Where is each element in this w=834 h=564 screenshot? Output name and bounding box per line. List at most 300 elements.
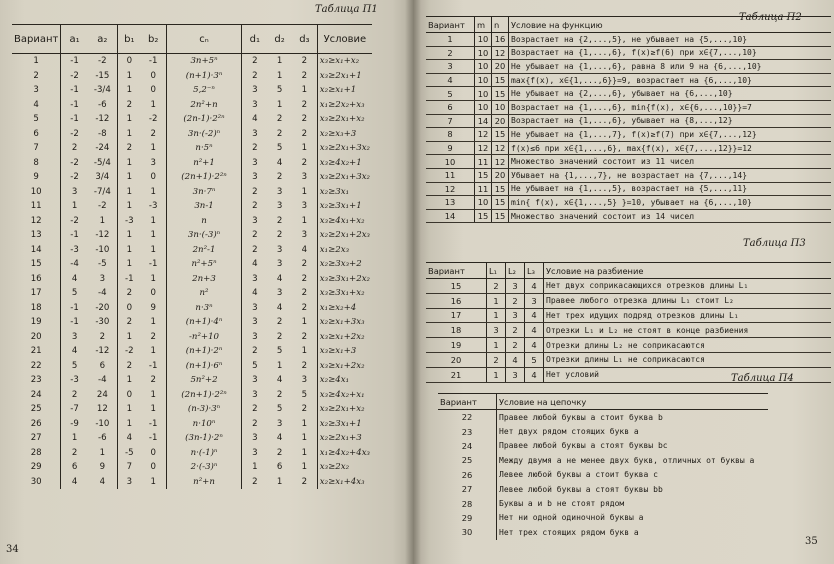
table-cell: 15	[475, 209, 492, 223]
table-cell: 3	[88, 272, 118, 287]
table-cell: 3	[292, 228, 317, 243]
table-cell: 20	[492, 168, 509, 182]
table-cell: Нет ни одной одиночной буквы a	[499, 513, 644, 523]
table-cell: (n+1)·4ⁿ	[166, 315, 242, 330]
table-cell: 3	[252, 157, 258, 168]
table-cell: -1	[70, 317, 79, 328]
table-cell: 1	[126, 375, 133, 386]
table-p3-header	[426, 263, 831, 279]
table-cell: -1	[70, 230, 79, 241]
table-cell: -3	[141, 199, 166, 214]
table-cell: 1	[141, 402, 166, 417]
table-cell: 28	[438, 496, 497, 510]
table-cell: 3	[292, 170, 317, 185]
table-cell: 3	[252, 389, 258, 400]
table-cell: Отрезки длины L₂ не соприкасаются	[544, 338, 832, 353]
table-cell: Правее любой буквы a стоит буква b	[499, 412, 663, 422]
book-gutter	[405, 0, 421, 564]
column-header: m	[475, 17, 492, 33]
table-cell: x₂≥x₁+1	[319, 85, 357, 96]
table-cell: 12	[492, 141, 509, 155]
table-cell: 27	[12, 431, 61, 446]
table-row	[12, 214, 372, 229]
table-row	[426, 33, 831, 47]
table-cell: 4	[276, 157, 283, 168]
column-header: L₂	[506, 263, 525, 279]
table-cell: 0	[141, 286, 166, 301]
column-header: b₂	[141, 25, 166, 54]
table-cell: 3	[252, 302, 258, 313]
table-cell: n	[166, 214, 242, 229]
table-cell: 3	[252, 331, 258, 342]
table-cell: Нет двух соприкасающихся отрезков длины L₁	[544, 279, 832, 294]
table-cell: 12	[88, 402, 118, 417]
table-cell: 3	[141, 156, 166, 171]
table-cell: Левее любой буквы a стоит буква c	[499, 470, 658, 480]
table-cell: 12	[475, 128, 492, 142]
table-cell: 2·(-3)ⁿ	[166, 460, 242, 475]
table-cell: 2	[252, 56, 258, 67]
table-cell: -3/4	[88, 83, 118, 98]
table-cell: 3	[506, 308, 525, 323]
table-cell: 27	[438, 482, 497, 496]
table-row	[12, 112, 372, 127]
table-cell: -8	[88, 127, 118, 142]
table-row	[426, 168, 831, 182]
table-row	[426, 308, 831, 323]
table-cell: (n+1)·3ⁿ	[166, 69, 242, 84]
table-cell: 2	[276, 215, 283, 226]
table-cell: 0	[141, 460, 166, 475]
table-cell: 1	[126, 85, 133, 96]
table-cell: Множество значений состоит из 11 чисел	[509, 155, 832, 169]
table-row	[12, 417, 372, 432]
table-cell: 21	[426, 367, 487, 382]
table-cell: 12	[475, 141, 492, 155]
table-cell: 2n²+n	[166, 98, 242, 113]
table-cell: 2	[506, 323, 525, 338]
table-cell: -1	[70, 56, 79, 67]
table-cell: 3	[252, 215, 258, 226]
table-cell: -1	[141, 257, 166, 272]
table-cell: 3	[276, 259, 283, 270]
table-cell: 1	[292, 214, 317, 229]
table-cell: 13	[426, 196, 475, 210]
table-row	[12, 156, 372, 171]
table-cell: 10	[475, 196, 492, 210]
table-cell: (2n-1)·2²ⁿ	[166, 112, 242, 127]
table-cell: 11	[12, 199, 61, 214]
table-cell: (3n-1)·2ⁿ	[166, 431, 242, 446]
table-cell: 4	[525, 308, 544, 323]
table-cell: 1	[141, 243, 166, 258]
page-number-left: 34	[6, 544, 19, 555]
table-cell: 2	[292, 69, 317, 84]
table-cell: 4	[525, 367, 544, 382]
column-header: Условие на разбиение	[544, 263, 832, 279]
table-cell: 3	[252, 99, 258, 110]
table-cell: Возрастает на {2,...,5}, не убывает на {5,...,10}	[509, 33, 832, 47]
table-cell: 19	[12, 315, 61, 330]
table-cell: 2	[292, 359, 317, 374]
table-row	[12, 199, 372, 214]
table-row	[426, 209, 831, 223]
table-cell: x₃≥2x₁+3x₂	[319, 143, 370, 154]
table-cell: Нет трех идущих подряд отрезков длины L₁	[544, 308, 832, 323]
table-cell: 2	[276, 230, 283, 241]
table-cell: 3	[252, 273, 258, 284]
table-cell: -3	[70, 244, 79, 255]
table-cell: -24	[88, 141, 118, 156]
table-cell: 16	[426, 293, 487, 308]
table-cell: 1	[126, 230, 133, 241]
table-row	[12, 315, 372, 330]
table-cell: -12	[88, 228, 118, 243]
table-cell: 1	[126, 259, 133, 270]
table-cell: 1	[71, 201, 78, 212]
table-row	[426, 155, 831, 169]
table-cell: 2	[252, 418, 258, 429]
table-row	[438, 482, 768, 496]
table-cell: 1	[126, 128, 133, 139]
table-cell: 1	[276, 56, 283, 67]
table-cell: 10	[426, 155, 475, 169]
column-header: d₃	[292, 25, 317, 54]
table-cell: 5	[276, 85, 283, 96]
table-cell: 1	[487, 338, 506, 353]
table-cell: -1	[70, 99, 79, 110]
table-cell: 1	[126, 331, 133, 342]
table-cell: 28	[12, 446, 61, 461]
table-cell: x₃≥2x₁+x₂	[319, 404, 365, 415]
table-cell: Возрастает на {1,...,6}, убывает на {8,...,12}	[509, 114, 832, 128]
table-cell: 2	[126, 99, 133, 110]
table-cell: x₃≥2x₁+1	[319, 70, 362, 81]
column-header: d₁	[242, 25, 267, 54]
table-cell: 3	[12, 83, 61, 98]
table-cell: 2	[141, 373, 166, 388]
table-cell: Правее любого отрезка длины L₁ стоит L₂	[544, 293, 832, 308]
table-row	[12, 69, 372, 84]
table-cell: 2	[126, 317, 133, 328]
table-cell: 2	[126, 143, 133, 154]
table-cell: -1	[141, 431, 166, 446]
table-cell: x₃≥x₁+2x₂	[319, 360, 365, 371]
table-row	[426, 73, 831, 87]
table-cell: -2	[70, 172, 79, 183]
table-cell: 11	[475, 182, 492, 196]
table-row	[426, 323, 831, 338]
table-cell: n·5ⁿ	[166, 141, 242, 156]
table-cell: 18	[426, 323, 487, 338]
table-cell: 1	[126, 201, 133, 212]
table-cell: x₂≥3x₁+1	[319, 418, 362, 429]
table-cell: 12	[492, 155, 509, 169]
table-cell: 10	[475, 33, 492, 47]
table-cell: 24	[12, 388, 61, 403]
table-cell: n²+5ⁿ	[166, 257, 242, 272]
table-cell: 24	[88, 388, 118, 403]
table-cell: 1	[141, 388, 166, 403]
table-cell: Множество значений состоит из 14 чисел	[509, 209, 832, 223]
table-cell: 1	[141, 315, 166, 330]
table-cell: -2	[141, 112, 166, 127]
table-cell: -6	[88, 431, 118, 446]
table-cell: (n-3)·3ⁿ	[166, 402, 242, 417]
table-row	[426, 46, 831, 60]
table-cell: 2	[506, 338, 525, 353]
table-row	[12, 301, 372, 316]
table-cell: n·(-1)ⁿ	[166, 446, 242, 461]
table-cell: -4	[70, 259, 79, 270]
table-cell: Возрастает на {1,...,6}, f(x)≥f(6) при x∈{7,...,10}	[509, 46, 832, 60]
table-cell: 1	[126, 418, 133, 429]
table-cell: 1	[141, 475, 166, 490]
table-cell: 15	[475, 168, 492, 182]
table-cell: -20	[88, 301, 118, 316]
table-cell: -n²+10	[166, 330, 242, 345]
table-cell: -1	[70, 114, 79, 125]
table-cell: -2	[88, 199, 118, 214]
table-row	[12, 330, 372, 345]
table-cell: 10	[475, 100, 492, 114]
table-cell: 4	[71, 476, 78, 487]
table-row	[12, 257, 372, 272]
table-cell: 3n+5ⁿ	[166, 54, 242, 69]
table-cell: f(x)≤6 при x∈{1,...,6}, max{f(x), x∈{7,...,12}}=12	[509, 141, 832, 155]
table-cell: 2	[292, 127, 317, 142]
table-cell: -15	[88, 69, 118, 84]
table-row	[426, 87, 831, 101]
table-cell: 2	[252, 230, 258, 241]
table-cell: Не убывает на {1,...,5}, возрастает на {5,...,11}	[509, 182, 832, 196]
table-cell: n·10ⁿ	[166, 417, 242, 432]
table-cell: 4	[506, 352, 525, 367]
table-cell: 10	[492, 100, 509, 114]
table-cell: 2	[487, 352, 506, 367]
table-cell: (2n+1)·2²ⁿ	[166, 170, 242, 185]
table-cell: 2	[252, 201, 258, 212]
table-cell: 1	[487, 367, 506, 382]
table-row	[426, 100, 831, 114]
column-header: d₂	[267, 25, 292, 54]
table-cell: 4	[525, 323, 544, 338]
table-row	[12, 185, 372, 200]
table-cell: 1	[292, 446, 317, 461]
table-row	[12, 286, 372, 301]
table-cell: 3	[292, 199, 317, 214]
table-cell: -2	[70, 70, 79, 81]
table-row	[438, 424, 768, 438]
table-cell: Между двумя a не менее двух букв, отличных от буквы a	[499, 455, 755, 465]
column-header: Вариант	[426, 263, 487, 279]
table-cell: Нет трех стоящих рядом букв a	[499, 527, 639, 537]
table-cell: 4	[71, 273, 78, 284]
table-cell: x₂≥x₁+4x₃	[319, 476, 365, 487]
table-cell: 4	[276, 273, 283, 284]
table-cell: 2	[126, 288, 133, 299]
table-row	[438, 511, 768, 525]
table-cell: 3	[276, 288, 283, 299]
table-cell: 16	[12, 272, 61, 287]
table-row	[12, 54, 372, 69]
table-cell: 2	[292, 475, 317, 490]
table-cell: 1	[292, 185, 317, 200]
table-row	[426, 128, 831, 142]
table-cell: 4	[252, 259, 258, 270]
table-cell: 5	[252, 360, 258, 371]
table-cell: 3	[487, 323, 506, 338]
table-cell: 0	[141, 170, 166, 185]
column-header: Вариант	[438, 394, 497, 410]
table-cell: 5	[525, 352, 544, 367]
table-cell: Возрастает на {1,...,6}, min{f(x), x∈{6,...,10}}=7	[509, 100, 832, 114]
table-row	[426, 182, 831, 196]
table-cell: 2	[276, 317, 283, 328]
table-cell: 11	[475, 155, 492, 169]
table-cell: 4	[252, 114, 258, 125]
table-cell: 2	[292, 54, 317, 69]
table-cell: 2	[292, 156, 317, 171]
table-cell: 5	[276, 346, 283, 357]
table-cell: x₃≥4x₂+1	[319, 157, 362, 168]
table-cell: Левее любой буквы a стоят буквы bb	[499, 484, 663, 494]
table-row	[426, 114, 831, 128]
table-cell: 4	[525, 279, 544, 294]
table-cell: 5n²+2	[166, 373, 242, 388]
table-cell: 1	[292, 431, 317, 446]
table-cell: -5	[125, 447, 134, 458]
table-cell: x₂≥3x₁+1	[319, 201, 362, 212]
table-cell: 5	[276, 404, 283, 415]
table-cell: x₃≥x₁+3	[319, 346, 357, 357]
table-cell: 19	[426, 338, 487, 353]
table-cell: x₃≥4x₁+x₂	[319, 215, 365, 226]
table-p1	[12, 24, 372, 489]
table-cell: Отрезки длины L₁ не соприкасаются	[544, 352, 832, 367]
table-cell: 2	[252, 70, 258, 81]
table-row	[12, 243, 372, 258]
table-cell: Убывает на {1,...,7}, не возрастает на {7,...,14}	[509, 168, 832, 182]
table-cell: 5	[292, 388, 317, 403]
table-cell: Не убывает на {2,...,6}, убывает на {6,...,10}	[509, 87, 832, 101]
table-cell: 10	[12, 185, 61, 200]
table-cell: 1	[126, 244, 133, 255]
table-cell: 2	[252, 143, 258, 154]
column-header: Вариант	[12, 25, 61, 54]
page-number-right: 35	[805, 536, 818, 547]
table-cell: Не убывает на {1,...,6}, равна 8 или 9 на {6,...,10}	[509, 60, 832, 74]
table-cell: 3	[252, 433, 258, 444]
table-cell: 15	[492, 182, 509, 196]
table-cell: 9	[88, 460, 118, 475]
table-cell: 25	[12, 402, 61, 417]
table-cell: 3n·(-2)ⁿ	[166, 127, 242, 142]
table-cell: 2	[252, 346, 258, 357]
table-cell: 2	[292, 286, 317, 301]
table-cell: 8	[12, 156, 61, 171]
table-cell: -6	[88, 98, 118, 113]
table-cell: 2	[426, 46, 475, 60]
table-cell: -12	[88, 112, 118, 127]
right-page	[413, 0, 834, 564]
table-cell: 0	[126, 56, 133, 67]
table-row	[12, 344, 372, 359]
table-cell: 1	[141, 228, 166, 243]
table-cell: 9	[426, 141, 475, 155]
table-row	[438, 496, 768, 510]
table-cell: 2	[88, 330, 118, 345]
table-cell: 22	[12, 359, 61, 374]
table-cell: 1	[276, 70, 283, 81]
table-row	[426, 352, 831, 367]
table-cell: 2	[292, 98, 317, 113]
table-cell: 0	[141, 83, 166, 98]
table-cell: 10	[475, 46, 492, 60]
table-cell: 15	[492, 209, 509, 223]
table-cell: 22	[438, 410, 497, 425]
table-cell: 29	[438, 511, 497, 525]
table-cell: 4	[525, 338, 544, 353]
table-cell: 4	[88, 475, 118, 490]
table-cell: 3	[252, 317, 258, 328]
table-cell: 2	[252, 404, 258, 415]
table-cell: x₁≥2x₂+x₃	[319, 99, 365, 110]
table-cell: 2	[276, 172, 283, 183]
table-cell: 1	[141, 344, 166, 359]
table-cell: 2	[141, 127, 166, 142]
table-cell: 3	[506, 279, 525, 294]
table-cell: 2	[276, 389, 283, 400]
table-cell: 2	[252, 476, 258, 487]
table-cell: Правее любой буквы a стоят буквы bc	[499, 441, 668, 451]
table-cell: 1	[292, 141, 317, 156]
table-cell: 23	[12, 373, 61, 388]
table-p2-caption: Таблица П2	[739, 12, 802, 23]
table-cell: 10	[475, 87, 492, 101]
table-cell: -4	[88, 286, 118, 301]
table-cell: 2	[71, 447, 78, 458]
table-row	[426, 338, 831, 353]
table-cell: 3	[276, 186, 283, 197]
table-cell: -4	[88, 373, 118, 388]
table-cell: 6	[12, 127, 61, 142]
table-cell: x₂≥3x₁	[319, 186, 350, 197]
table-cell: 4	[126, 433, 133, 444]
table-cell: -1	[70, 85, 79, 96]
table-cell: 11	[426, 168, 475, 182]
table-cell: x₂≥2x₁+2x₃	[319, 230, 370, 241]
table-cell: 1	[12, 54, 61, 69]
table-p3-caption: Таблица П3	[743, 238, 806, 249]
table-cell: -10	[88, 243, 118, 258]
table-cell: -3	[125, 215, 134, 226]
table-cell: 25	[438, 453, 497, 467]
table-cell: 2	[292, 330, 317, 345]
table-cell: 3n-1	[166, 199, 242, 214]
table-cell: 15	[12, 257, 61, 272]
table-cell: -1	[141, 54, 166, 69]
table-row	[438, 525, 768, 539]
table-cell: 12	[492, 46, 509, 60]
table-cell: 4	[292, 243, 317, 258]
table-cell: x₃≥x₁+2x₂	[319, 331, 365, 342]
table-row	[438, 439, 768, 453]
left-page	[0, 0, 413, 564]
table-row	[12, 460, 372, 475]
table-cell: (n+1)·6ⁿ	[166, 359, 242, 374]
table-cell: 0	[126, 302, 133, 313]
